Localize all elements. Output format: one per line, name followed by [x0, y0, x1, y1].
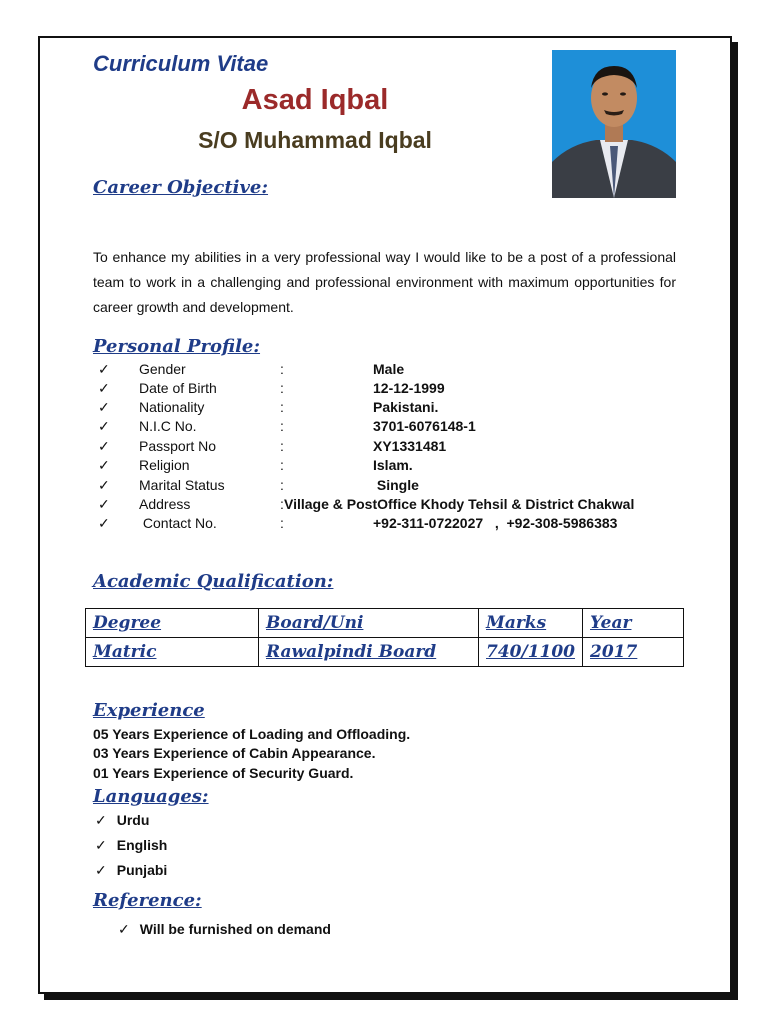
profile-colon: :	[280, 438, 284, 454]
experience-item: 05 Years Experience of Loading and Offloading.	[93, 726, 411, 742]
table-cell: 2017	[583, 638, 684, 667]
language-item	[95, 812, 149, 829]
profile-value: Village & PostOffice Khody Tehsil & District Chakwal	[284, 496, 635, 512]
language-label: English	[116, 837, 168, 853]
languages-heading: Languages:	[93, 786, 209, 807]
language-item	[95, 862, 167, 879]
table-cell: 740/1100	[479, 638, 583, 667]
profile-row-address	[98, 496, 698, 515]
reference-item	[118, 921, 331, 938]
check-icon: ✓	[98, 496, 110, 512]
check-icon: ✓	[98, 418, 110, 434]
profile-photo	[552, 50, 676, 198]
document-title: Curriculum Vitae	[93, 51, 269, 76]
profile-colon: :	[280, 399, 284, 415]
profile-colon: :	[280, 380, 284, 396]
table-header-row	[86, 609, 684, 638]
profile-label: N.I.C No.	[139, 418, 197, 434]
profile-label: Nationality	[139, 399, 205, 415]
check-icon: ✓	[95, 837, 107, 853]
profile-label: Gender	[139, 361, 186, 377]
candidate-name: Asad Iqbal	[241, 84, 389, 116]
profile-colon: :	[280, 457, 284, 473]
profile-row-nationality	[98, 399, 698, 418]
check-icon: ✓	[98, 515, 110, 531]
language-item	[95, 837, 167, 854]
career-objective-heading: Career Objective:	[93, 177, 269, 198]
profile-value: 3701-6076148-1	[373, 418, 476, 434]
profile-row-passport	[98, 438, 698, 457]
profile-row-contact	[98, 515, 698, 534]
check-icon: ✓	[98, 361, 110, 377]
table-header-cell: Degree	[86, 609, 259, 638]
profile-row-marital	[98, 477, 698, 496]
profile-colon: :	[280, 418, 284, 434]
table-header-cell: Year	[583, 609, 684, 638]
experience-item: 03 Years Experience of Cabin Appearance.	[93, 745, 376, 761]
academic-heading: Academic Qualification:	[93, 571, 334, 592]
profile-value: 12-12-1999	[373, 380, 445, 396]
profile-colon: :	[280, 515, 284, 531]
experience-item: 01 Years Experience of Security Guard.	[93, 765, 354, 781]
reference-heading: Reference:	[93, 890, 202, 911]
check-icon: ✓	[98, 380, 110, 396]
experience-heading: Experience	[93, 700, 205, 721]
profile-label: Religion	[139, 457, 190, 473]
profile-value: Islam.	[373, 457, 413, 473]
profile-colon: :	[280, 477, 284, 493]
profile-label: Contact No.	[139, 515, 217, 531]
profile-row-dob	[98, 380, 698, 399]
profile-label: Address	[139, 496, 191, 512]
profile-label: Marital Status	[139, 477, 225, 493]
profile-row-gender	[98, 361, 698, 380]
language-label: Punjabi	[116, 862, 168, 878]
check-icon: ✓	[95, 812, 107, 828]
check-icon: ✓	[118, 921, 130, 937]
personal-profile-heading: Personal Profile:	[93, 336, 261, 357]
check-icon: ✓	[98, 438, 110, 454]
academic-table	[85, 608, 684, 667]
profile-colon: :	[280, 361, 284, 377]
check-icon: ✓	[95, 862, 107, 878]
profile-row-religion	[98, 457, 698, 476]
table-cell: Matric	[86, 638, 259, 667]
profile-row-nic	[98, 418, 698, 437]
profile-label: Date of Birth	[139, 380, 217, 396]
table-header-cell: Board/Uni	[259, 609, 479, 638]
language-label: Urdu	[116, 812, 150, 828]
table-cell: Rawalpindi Board	[259, 638, 479, 667]
profile-value: +92-311-0722027 , +92-308-5986383	[373, 515, 618, 531]
profile-value: XY1331481	[373, 438, 447, 454]
profile-value: Male	[373, 361, 405, 377]
table-row	[86, 638, 684, 667]
profile-value: Pakistani.	[373, 399, 439, 415]
career-objective-text: To enhance my abilities in a very professional way I would like to be a post of a professional team to work in a challenging and professional environment with maximum opportunities for career growth and development.	[93, 249, 676, 315]
reference-text: Will be furnished on demand	[139, 921, 331, 937]
profile-value: Single	[373, 477, 419, 493]
profile-colon: :	[280, 496, 284, 512]
check-icon: ✓	[98, 477, 110, 493]
table-header-cell: Marks	[479, 609, 583, 638]
check-icon: ✓	[98, 457, 110, 473]
father-name: S/O Muhammad Iqbal	[198, 127, 432, 153]
profile-label: Passport No	[139, 438, 217, 454]
check-icon: ✓	[98, 399, 110, 415]
